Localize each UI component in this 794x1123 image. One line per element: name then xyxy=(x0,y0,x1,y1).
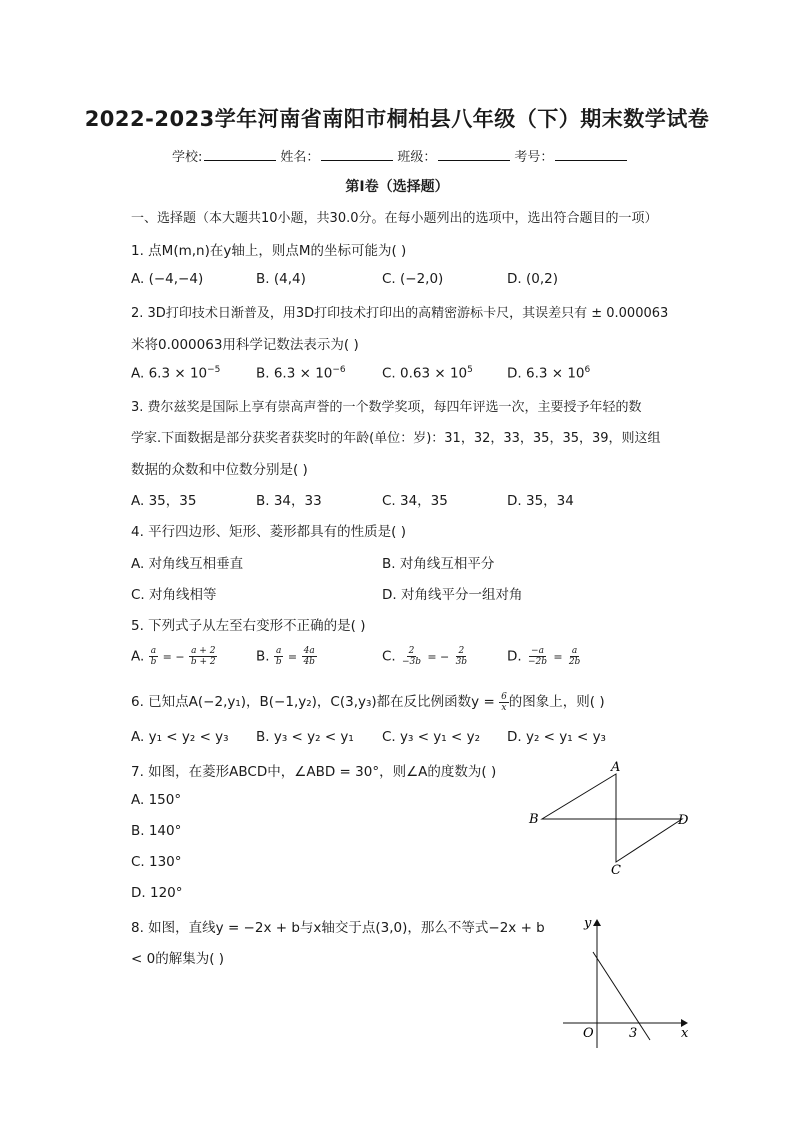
y-axis-label: y xyxy=(584,916,592,931)
exam-no-blank[interactable] xyxy=(555,148,627,161)
q5-b-left-den: b xyxy=(275,657,282,667)
q5-d-left-frac xyxy=(526,646,549,667)
q2-d-base: D. 6.3 × 10 xyxy=(507,365,585,382)
q6-stem-post: 的图象上，则( ) xyxy=(508,694,605,710)
student-info-row xyxy=(172,146,631,165)
q5-d-label: D. xyxy=(507,648,522,665)
q3-line2: 学家.下面数据是部分获奖者获奖时的年龄(单位：岁)：31，32，33，35，35，39，则这组 xyxy=(131,431,661,446)
q4-option-b[interactable]: B. 对角线互相平分 xyxy=(382,556,495,572)
q5-c-right-den: 3b xyxy=(455,657,468,667)
q6-option-d[interactable]: D. y₂ < y₁ < y₃ xyxy=(507,729,606,745)
q8-line2: < 0的解集为( ) xyxy=(131,951,225,967)
q1-option-d[interactable]: D. (0,2) xyxy=(507,271,558,287)
q5-d-right-den: 2b xyxy=(568,657,581,667)
name-label: 姓名： xyxy=(280,150,320,165)
x-axis-label: x xyxy=(681,1026,689,1041)
q5-a-left-den: b xyxy=(150,657,157,667)
page-title: 2022-2023学年河南省南阳市桐柏县八年级（下）期末数学试卷 xyxy=(84,107,710,131)
q5-option-d[interactable]: D. $\frac{-a}{-2b}$ = $\frac{a}{2b}$ xyxy=(507,646,581,667)
part-instructions: 一、选择题（本大题共10小题，共30.0分。在每小题列出的选项中，选出符合题目的一项） xyxy=(131,211,658,226)
vertex-c-label: C xyxy=(611,863,621,878)
intercept-label: 3 xyxy=(629,1026,638,1041)
q5-c-right-frac xyxy=(454,646,470,667)
vertex-d-label: D xyxy=(678,813,689,828)
q2-b-base: B. 6.3 × 10 xyxy=(256,365,333,382)
q4-option-d[interactable]: D. 对角线平分一组对角 xyxy=(382,587,523,603)
exam-no-label: 考号： xyxy=(514,150,554,165)
q5-option-b[interactable]: B. $\frac{a}{b}$ = $\frac{4a}{4b}$ xyxy=(256,646,315,667)
q5-c-left-den: −3b xyxy=(402,657,422,667)
q2-b-exp: −6 xyxy=(332,365,346,375)
q7-option-d[interactable]: D. 120° xyxy=(131,885,183,901)
q3-line3: 数据的众数和中位数分别是( ) xyxy=(131,462,308,478)
q7-option-a[interactable]: A. 150° xyxy=(131,792,182,808)
q5-a-left-frac xyxy=(149,646,159,667)
vertex-a-label: A xyxy=(611,760,621,775)
class-blank[interactable] xyxy=(438,148,510,161)
q5-a-label: A. xyxy=(131,648,145,665)
q1-stem: 1. 点M(m,n)在y轴上，则点M的坐标可能为( ) xyxy=(131,243,407,259)
q3-option-c[interactable]: C. 34，35 xyxy=(382,493,448,509)
q7-option-c[interactable]: C. 130° xyxy=(131,854,182,870)
q2-option-b[interactable] xyxy=(256,365,346,382)
school-blank[interactable] xyxy=(204,148,276,161)
q6-option-c[interactable]: C. y₃ < y₁ < y₂ xyxy=(382,729,481,745)
q3-option-b[interactable]: B. 34，33 xyxy=(256,493,322,509)
q5-d-right-frac xyxy=(567,646,583,667)
q2-option-a[interactable] xyxy=(131,365,220,382)
rhombus-outline xyxy=(542,774,682,862)
q1-option-a[interactable]: A. (−4,−4) xyxy=(131,271,204,287)
q3-line1: 3. 费尔兹奖是国际上享有崇高声誉的一个数学奖项，每四年评选一次，主要授予年轻的数 xyxy=(131,400,642,415)
q5-stem: 5. 下列式子从左至右变形不正确的是( ) xyxy=(131,618,366,634)
q3-option-a[interactable]: A. 35，35 xyxy=(131,493,197,509)
q5-a-right-frac xyxy=(189,646,218,667)
q5-a-right-num: a + 2 xyxy=(191,646,216,656)
section-heading: 第I卷（选择题） xyxy=(345,179,449,195)
q5-b-right-num: 4a xyxy=(303,646,315,656)
q4-option-a[interactable]: A. 对角线互相垂直 xyxy=(131,556,244,572)
q4-option-c[interactable]: C. 对角线相等 xyxy=(131,587,217,603)
q1-option-b[interactable]: B. (4,4) xyxy=(256,271,306,287)
q6-frac-num: 6 xyxy=(501,691,507,702)
origin-label: O xyxy=(583,1026,594,1041)
q5-b-label: B. xyxy=(256,648,270,665)
q6-option-a[interactable]: A. y₁ < y₂ < y₃ xyxy=(131,729,229,745)
q3-option-d[interactable]: D. 35，34 xyxy=(507,493,574,509)
q5-option-c[interactable]: C. $\frac{2}{-3b}$ = − $\frac{2}{3b}$ xyxy=(382,646,468,667)
rhombus-figure xyxy=(520,758,700,880)
q2-d-exp: 6 xyxy=(584,365,591,375)
q6-stem xyxy=(131,690,605,713)
class-label: 班级： xyxy=(397,150,437,165)
q5-b-left-num: a xyxy=(276,646,282,656)
q6-frac-den: x xyxy=(501,702,507,713)
q2-option-c[interactable] xyxy=(382,365,473,382)
q2-line1: 2. 3D打印技术日渐普及，用3D打印技术打印出的高精密游标卡尺，其误差只有 ± 0.000063 xyxy=(131,306,669,321)
q2-c-exp: 5 xyxy=(467,365,473,375)
q2-option-d[interactable] xyxy=(507,365,590,382)
q5-d-left-den: −2b xyxy=(527,657,548,667)
q4-stem: 4. 平行四边形、矩形、菱形都具有的性质是( ) xyxy=(131,524,406,540)
q5-d-left-num: −a xyxy=(531,646,544,656)
q5-c-left-num: 2 xyxy=(408,646,415,656)
q5-a-right-den: b + 2 xyxy=(190,657,216,667)
q7-option-b[interactable]: B. 140° xyxy=(131,823,182,839)
vertex-b-label: B xyxy=(529,812,539,827)
q5-a-left-num: a xyxy=(150,646,157,656)
q5-c-label: C. xyxy=(382,648,396,665)
q5-b-right-frac xyxy=(301,646,317,667)
q5-d-right-num: a xyxy=(571,646,578,656)
q5-option-a[interactable]: A. $\frac{a}{b}$ = − $\frac{a + 2}{b + 2}$ xyxy=(131,646,216,667)
q6-stem-pre: 6. 已知点A(−2,y₁)，B(−1,y₂)，C(3,y₃)都在反比例函数y = xyxy=(131,694,495,710)
q5-c-left-frac xyxy=(400,646,423,667)
q5-b-right-den: 4b xyxy=(303,657,315,667)
q2-line2: 米将0.000063用科学记数法表示为( ) xyxy=(131,337,359,353)
q2-a-exp: −5 xyxy=(207,365,221,375)
q5-c-right-num: 2 xyxy=(458,646,465,656)
q5-b-left-frac xyxy=(274,646,284,667)
name-blank[interactable] xyxy=(321,148,393,161)
q6-option-b[interactable]: B. y₃ < y₂ < y₁ xyxy=(256,729,354,745)
q2-c-base: C. 0.63 × 10 xyxy=(382,365,468,382)
q2-a-base: A. 6.3 × 10 xyxy=(131,365,208,382)
q8-line1: 8. 如图，直线y = −2x + b与x轴交于点(3,0)，那么不等式−2x + b xyxy=(131,920,545,936)
line-graph-figure xyxy=(555,910,695,1050)
q7-stem: 7. 如图，在菱形ABCD中，∠ABD = 30°，则∠A的度数为( ) xyxy=(131,764,497,780)
school-label: 学校: xyxy=(172,150,203,165)
q1-option-c[interactable]: C. (−2,0) xyxy=(382,271,444,287)
q6-frac xyxy=(499,692,509,713)
function-line xyxy=(593,952,650,1040)
